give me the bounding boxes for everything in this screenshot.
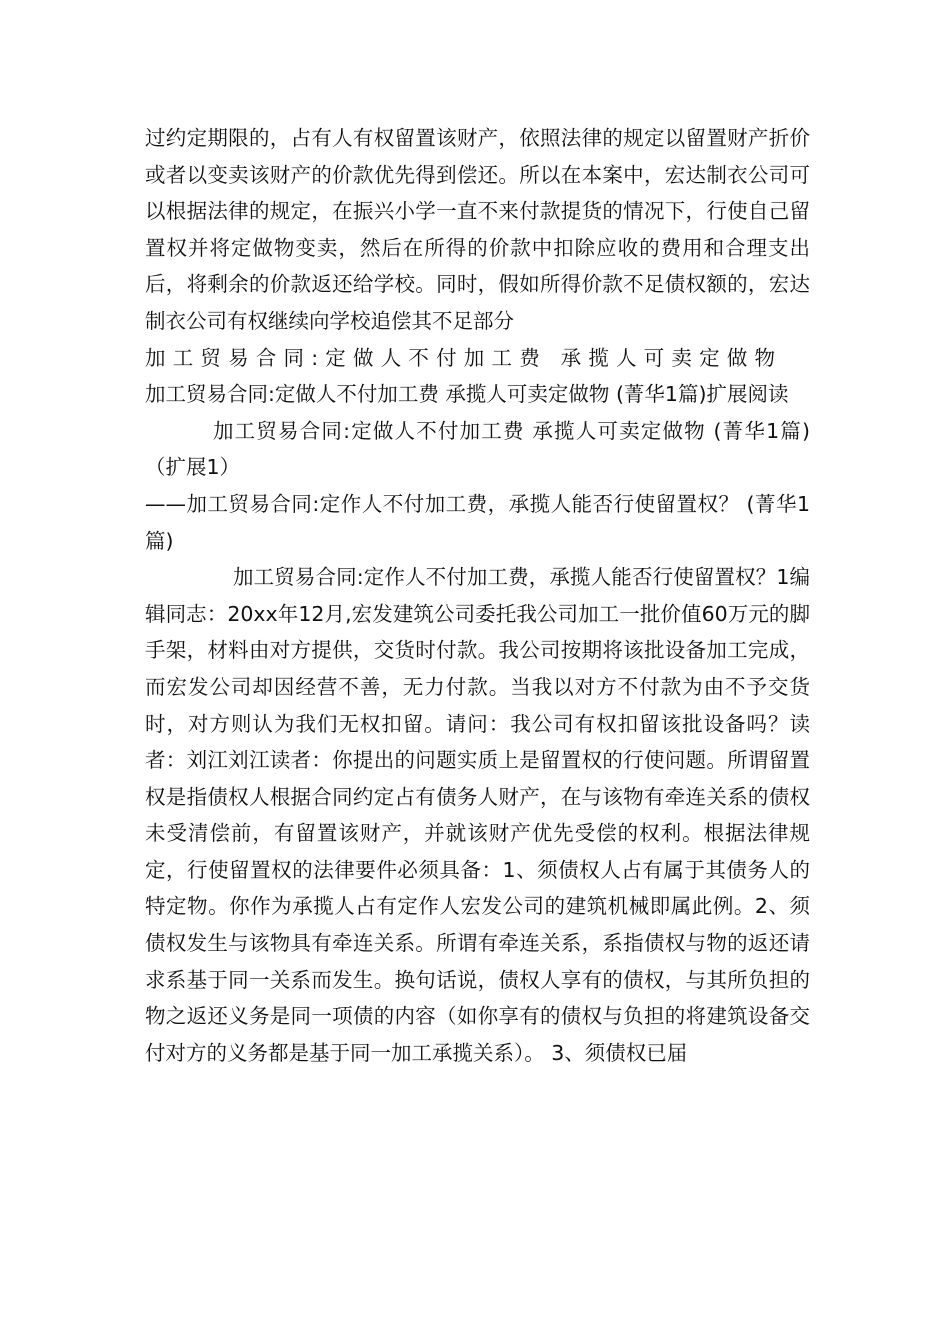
paragraph-body: 加工贸易合同:定作人不付加工费，承揽人能否行使留置权？1编辑同志：20xx年12月,宏发建筑公司委托我公司加工一批价值60万元的脚手架，材料由对方提供，交货时付款。我公司按期将该批设备加工完成，而宏发公司却因经营不善，无力付款。当我以对方不付款为由不予交货时，对方则认为我们无权扣留。请问：我公司有权扣留该批设备吗？读者：刘江刘江读者：你提出的问题实质上是留置权的行使问题。所谓留置权是指债权人根据合同约定占有债务人财产，在与该物有牵连关系的债权未受清偿前，有留置该财产，并就该财产优先受偿的权利。根据法律规定，行使留置权的法律要件必须具备：1、须债权人占有属于其债务人的特定物。你作为承揽人占有定作人宏发公司的建筑机械即属此例。2、须债权发生与该物具有牵连关系。所谓有牵连关系，系指债权与物的返还请求系基于同一关系而发生。换句话说，债权人享有的债权，与其所负担的物之返还义务是同一项债的内容（如你享有的债权与负担的将建筑设备交付对方的义务都是基于同一加工承揽关系）。 3、须债权已届 [145,565,810,1065]
paragraph-subtitle: ——加工贸易合同:定作人不付加工费，承揽人能否行使留置权？ (菁华1篇) [145,491,810,553]
document-page [145,120,810,1071]
paragraph-extended-reading: 加工贸易合同:定做人不付加工费 承揽人可卖定做物 (菁华1篇)扩展阅读 [145,382,789,407]
paragraph-title-spaced: 加工贸易合同:定做人不付加工费 承揽人可卖定做物 [145,345,783,370]
paragraph-extension-1: 加工贸易合同:定做人不付加工费 承揽人可卖定做物 (菁华1篇)（扩展1） [145,418,810,480]
paragraph-continuation: 过约定期限的，占有人有权留置该财产，依照法律的规定以留置财产折价或者以变卖该财产的价款优先得到偿还。所以在本案中，宏达制衣公司可以根据法律的规定，在振兴小学一直不来付款提货的情况下，行使自己留置权并将定做物变卖，然后在所得的价款中扣除应收的费用和合理支出后，将剩余的价款返还给学校。同时，假如所得价款不足债权额的，宏达制衣公司有权继续向学校追偿其不足部分 [145,126,810,333]
